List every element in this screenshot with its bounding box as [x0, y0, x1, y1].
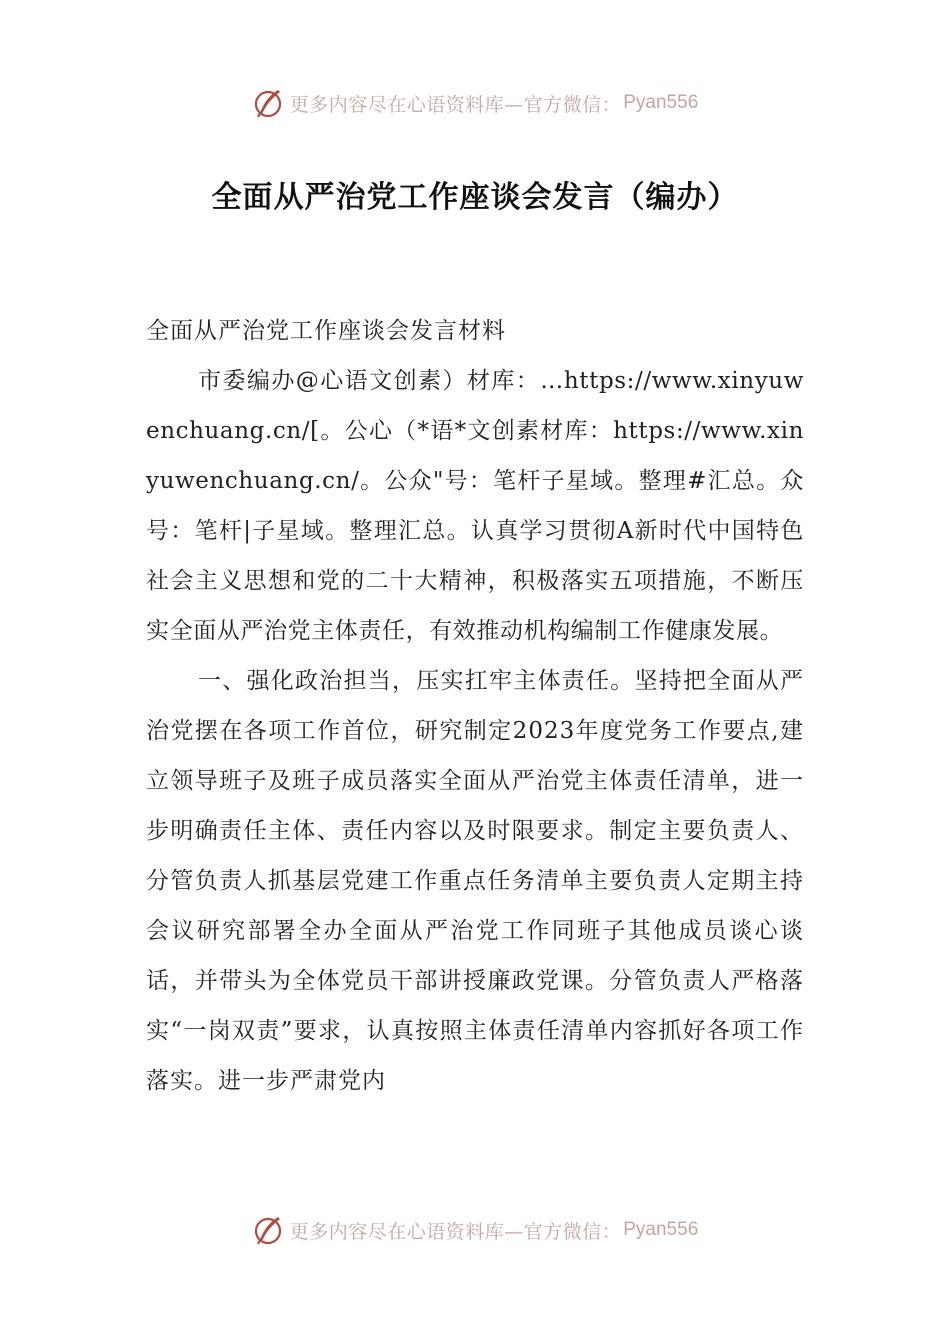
quill-pen-logo-icon: [252, 1214, 284, 1246]
header-watermark-banner: [0, 83, 950, 123]
document-body: [146, 306, 804, 1106]
quill-pen-logo-icon: [252, 87, 284, 119]
document-subtitle: 全面从严治党工作座谈会发言材料: [146, 318, 506, 344]
footer-watermark-banner: [0, 1210, 950, 1250]
banner-wechat-id: Pyan556: [623, 92, 699, 113]
banner-text: 更多内容尽在心语资料库—官方微信：: [289, 1220, 622, 1243]
banner-text: 更多内容尽在心语资料库—官方微信：: [289, 93, 622, 116]
banner-wechat-id: Pyan556: [623, 1219, 699, 1240]
body-paragraph: 一、强化政治担当，压实扛牢主体责任。坚持把全面从严治党摆在各项工作首位，研究制定2023年度党务工作要点,建立领导班子及班子成员落实全面从严治党主体责任清单，进一步明确责任主体、责任内容以及时限要求。制定主要负责人、分管负责人抓基层党建工作重点任务清单主要负责人定期主持会议研究部署全办全面从严治党工作同班子其他成员谈心谈话，并带头为全体党员干部讲授廉政党课。分管负责人严格落实“一岗双责”要求，认真按照主体责任清单内容抓好各项工作落实。进一步严肃党内: [146, 668, 804, 1094]
body-paragraph: 市委编办@心语文创素）材库：…https://www.xinyuwenchuang.cn/[。公心（*语*文创素材库：https://www.xinyuwenchuang.cn/。公众"号：笔杆子星域。整理#汇总。众号：笔杆|子星域。整理汇总。认真学习贯彻A新时代中国特色社会主义思想和党的二十大精神，积极落实五项措施，不断压实全面从严治党主体责任，有效推动机构编制工作健康发展。: [146, 368, 804, 644]
document-title: 全面从严治党工作座谈会发言（编办）: [211, 180, 739, 215]
